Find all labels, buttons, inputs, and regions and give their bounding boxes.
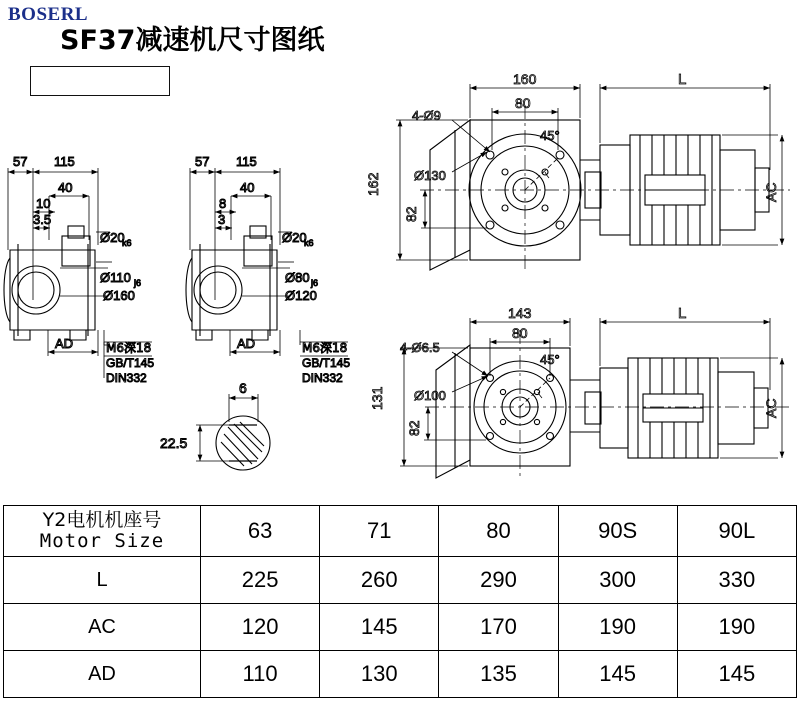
cell-ac-71: 145 (320, 604, 439, 651)
svg-text:j6: j6 (311, 278, 319, 288)
svg-text:Ø120: Ø120 (285, 288, 317, 303)
svg-text:6: 6 (239, 380, 247, 396)
svg-text:8: 8 (219, 196, 227, 211)
table-header-size-3: 90S (558, 506, 677, 557)
svg-text:j6: j6 (134, 278, 142, 288)
svg-text:82: 82 (406, 420, 422, 436)
svg-text:160: 160 (513, 71, 537, 87)
table-header-label-en: Motor Size (39, 530, 165, 552)
table-header-size-4: 90L (677, 506, 796, 557)
table-header-size-2: 80 (439, 506, 558, 557)
cell-l-71: 260 (320, 557, 439, 604)
svg-text:115: 115 (54, 154, 75, 169)
svg-text:L: L (678, 305, 687, 322)
svg-text:Ø160: Ø160 (103, 288, 135, 303)
svg-text:57: 57 (13, 154, 28, 169)
svg-text:k6: k6 (122, 238, 132, 248)
svg-text:Ø80: Ø80 (285, 270, 310, 285)
table-row (4, 651, 797, 698)
svg-text:GB/T145: GB/T145 (302, 356, 351, 370)
svg-text:40: 40 (240, 180, 255, 195)
svg-text:M6深18: M6深18 (106, 341, 152, 355)
svg-text:131: 131 (369, 386, 385, 410)
svg-text:M6深18: M6深18 (302, 341, 348, 355)
table-row (4, 557, 797, 604)
cell-l-80: 290 (439, 557, 558, 604)
cell-l-63: 225 (201, 557, 320, 604)
row-label-ac: AC (4, 604, 201, 651)
svg-text:AD: AD (237, 336, 256, 351)
row-label-l: L (4, 557, 201, 604)
svg-text:4-Ø9: 4-Ø9 (412, 108, 441, 123)
svg-text:Ø100: Ø100 (414, 388, 446, 403)
svg-text:80: 80 (512, 325, 528, 341)
svg-text:82: 82 (403, 206, 419, 222)
svg-text:143: 143 (508, 305, 532, 321)
svg-text:45°: 45° (540, 352, 560, 367)
svg-text:L: L (678, 71, 687, 88)
table-header-row (4, 506, 797, 557)
table-header-size-0: 63 (201, 506, 320, 557)
svg-text:DIN332: DIN332 (302, 371, 343, 385)
svg-text:Ø20: Ø20 (282, 230, 307, 245)
svg-text:GB/T145: GB/T145 (106, 356, 155, 370)
cell-ad-63: 110 (201, 651, 320, 698)
cell-ac-90l: 190 (677, 604, 796, 651)
svg-text:57: 57 (195, 154, 210, 169)
svg-text:80: 80 (515, 95, 531, 111)
motor-size-table (3, 505, 797, 698)
brand-logo-box (30, 66, 170, 96)
svg-text:Ø110: Ø110 (100, 270, 131, 285)
cell-ad-90l: 145 (677, 651, 796, 698)
cell-l-90l: 330 (677, 557, 796, 604)
svg-text:10: 10 (36, 196, 51, 211)
svg-text:22.5: 22.5 (160, 435, 188, 451)
svg-text:162: 162 (365, 172, 381, 196)
cell-ad-71: 130 (320, 651, 439, 698)
cell-ac-90s: 190 (558, 604, 677, 651)
table-header-label (4, 506, 201, 557)
svg-text:3.5: 3.5 (33, 212, 52, 227)
table-header-label-cn: Y2电机机座号 (42, 509, 162, 532)
cell-ad-90s: 145 (558, 651, 677, 698)
svg-text:40: 40 (58, 180, 73, 195)
cell-ad-80: 135 (439, 651, 558, 698)
svg-text:45°: 45° (540, 128, 560, 143)
cell-l-90s: 300 (558, 557, 677, 604)
row-label-ad: AD (4, 651, 201, 698)
svg-text:DIN332: DIN332 (106, 371, 147, 385)
cell-ac-80: 170 (439, 604, 558, 651)
svg-text:k6: k6 (304, 238, 314, 248)
svg-text:Ø20: Ø20 (100, 230, 125, 245)
brand-logo-text: BOSERL (8, 4, 89, 25)
svg-text:AC: AC (763, 182, 779, 202)
page-title: SF37减速机尺寸图纸 (60, 25, 325, 56)
svg-text:Ø130: Ø130 (414, 168, 446, 183)
table-header-size-1: 71 (320, 506, 439, 557)
table-row (4, 604, 797, 651)
svg-text:3: 3 (218, 212, 226, 227)
svg-text:AC: AC (763, 398, 779, 418)
svg-text:115: 115 (236, 154, 257, 169)
svg-text:4-Ø6.5: 4-Ø6.5 (400, 340, 440, 355)
cell-ac-63: 120 (201, 604, 320, 651)
svg-text:AD: AD (55, 336, 74, 351)
